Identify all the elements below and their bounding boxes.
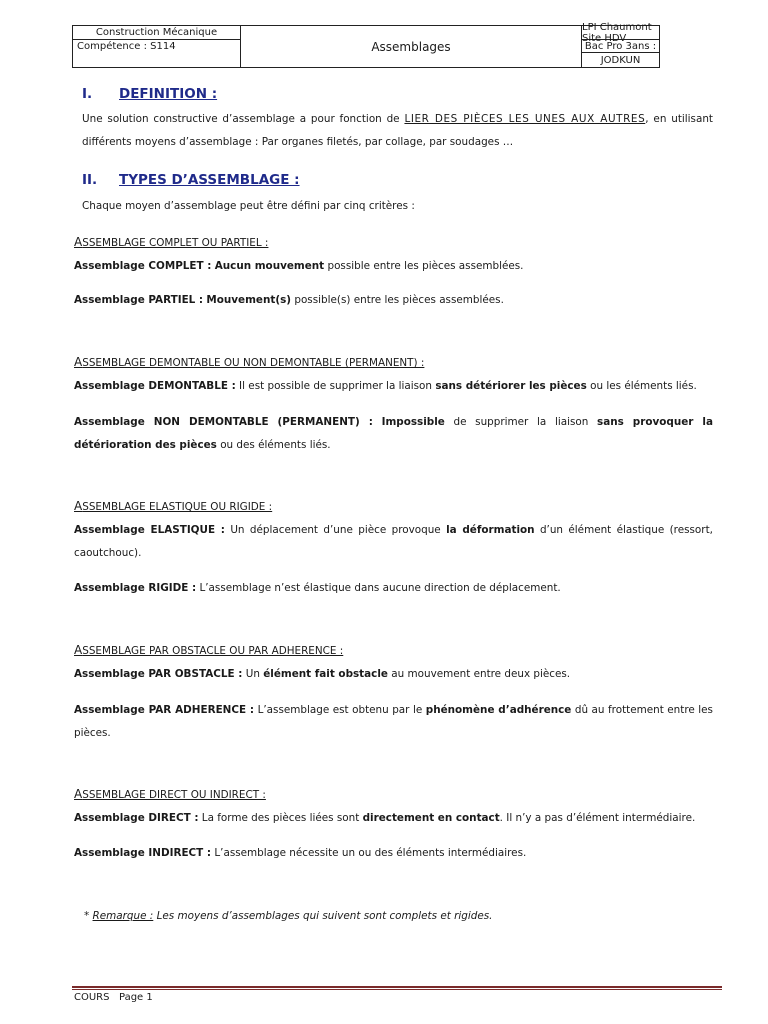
text: possible entre les pièces assemblées. [327,260,524,272]
criterion-4-title: SSEMBLAGE PAR OBSTACLE OU PAR ADHERENCE : [82,645,344,657]
emphasis: Impossible [381,416,445,428]
criterion-5-initial: A [74,787,83,801]
criterion-1-partial [74,289,504,312]
remark-star: * [84,910,90,922]
text: possible(s) entre les pièces assemblées. [294,294,504,306]
header-author: JODKUN [600,54,641,66]
criterion-2-initial: A [74,355,83,369]
label: Assemblage RIGIDE : [74,582,197,594]
criterion-1-heading [74,235,268,249]
header-subject: Construction Mécanique [73,26,241,40]
definition-highlight: LIER DES PIÈCES LES UNES AUX AUTRES [404,113,646,125]
emphasis: phénomène d’adhérence [425,704,572,716]
section-1-number: I. [82,86,93,102]
label: Assemblage DIRECT : [74,812,199,824]
criterion-1-initial: A [74,235,83,249]
criterion-4-obstacle [74,663,570,686]
text: dû au frottement entre les [574,704,713,716]
section-2-heading [82,172,300,188]
header-school: LPI Chaumont Site HDV [582,26,659,40]
label: Assemblage INDIRECT : [74,847,212,859]
criterion-3-initial: A [74,499,83,513]
text: L’assemblage nécessite un ou des éléments intermédiaires. [214,847,527,859]
text: ou des éléments liés. [220,439,331,451]
section-1-title: DEFINITION : [119,86,218,102]
label: Assemblage ELASTIQUE : [74,524,225,536]
label: Assemblage COMPLET : [74,260,212,272]
section-2-number: II. [82,172,98,188]
remark [84,910,492,922]
footer-text: COURS Page 1 [74,992,153,1003]
remark-label: Remarque : [92,910,154,922]
criterion-2-heading [74,355,424,369]
emphasis: élément fait obstacle [263,668,388,680]
text: Il est possible de supprimer la liaison [239,380,432,392]
text: au mouvement entre deux pièces. [391,668,571,680]
definition-text-end: , en utilisant [645,113,713,125]
definition-line-2: différents moyens d’assemblage : Par organes filetés, par collage, par soudages … [82,136,514,148]
criterion-2-permanent-line-1 [74,411,713,434]
text: L’assemblage est obtenu par le [257,704,423,716]
label: Assemblage PAR OBSTACLE : [74,668,243,680]
emphasis: directement en contact [362,812,500,824]
emphasis: détérioration des pièces [74,439,217,451]
section-2-intro: Chaque moyen d’assemblage peut être défini par cinq critères : [82,200,415,212]
criterion-4-adherence-line-2: pièces. [74,727,111,739]
criterion-4-initial: A [74,643,83,657]
text: Un [245,668,260,680]
text: de supprimer la liaison [453,416,589,428]
footer-rule-thick [72,986,722,988]
criterion-3-heading [74,499,272,513]
header-title: Assemblages [241,26,582,67]
text: ou les éléments liés. [590,380,697,392]
definition-text: Une solution constructive d’assemblage a pour fonction de [82,113,400,125]
emphasis: Mouvement(s) [206,294,292,306]
criterion-2-demountable [74,375,697,398]
label: Assemblage PAR ADHERENCE : [74,704,255,716]
criterion-5-direct [74,807,695,830]
criterion-1-title: SSEMBLAGE COMPLET OU PARTIEL : [82,237,269,249]
criterion-2-title: SSEMBLAGE DEMONTABLE OU NON DEMONTABLE (PERMANENT) : [82,357,425,369]
text: L’assemblage n’est élastique dans aucune direction de déplacement. [199,582,561,594]
criterion-4-adherence-line-1 [74,699,713,722]
footer-rule-thin [72,989,722,990]
criterion-3-title: SSEMBLAGE ELASTIQUE OU RIGIDE : [82,501,273,513]
criterion-5-title: SSEMBLAGE DIRECT OU INDIRECT : [82,789,266,801]
emphasis: sans provoquer la [597,416,713,428]
label: Assemblage PARTIEL : [74,294,204,306]
criterion-1-complete [74,255,524,278]
remark-text: Les moyens d’assemblages qui suivent sont complets et rigides. [156,910,493,922]
emphasis: la déformation [446,524,535,536]
definition-line-1 [82,108,713,131]
label: Assemblage DEMONTABLE : [74,380,236,392]
section-1-heading [82,86,217,102]
header-competence: Compétence : S114 [73,40,241,67]
criterion-2-permanent-line-2 [74,434,331,457]
text: d’un élément élastique (ressort, [539,524,713,536]
criterion-4-heading [74,643,343,657]
emphasis: sans détériorer les pièces [435,380,587,392]
text: Un déplacement d’une pièce provoque [230,524,441,536]
criterion-5-heading [74,787,266,801]
emphasis: Aucun mouvement [214,260,325,272]
header-table [72,21,660,68]
criterion-3-elastic-line-1 [74,519,713,542]
criterion-3-rigid [74,577,561,600]
criterion-5-indirect [74,842,526,865]
text: . Il n’y a pas d’élément intermédiaire. [499,812,696,824]
label: Assemblage NON DEMONTABLE (PERMANENT) : [74,416,373,428]
text: La forme des pièces liées sont [201,812,360,824]
header-level: Bac Pro 3ans : [582,40,659,53]
criterion-3-elastic-line-2: caoutchouc). [74,547,142,559]
section-2-title: TYPES D’ASSEMBLAGE : [119,172,300,188]
